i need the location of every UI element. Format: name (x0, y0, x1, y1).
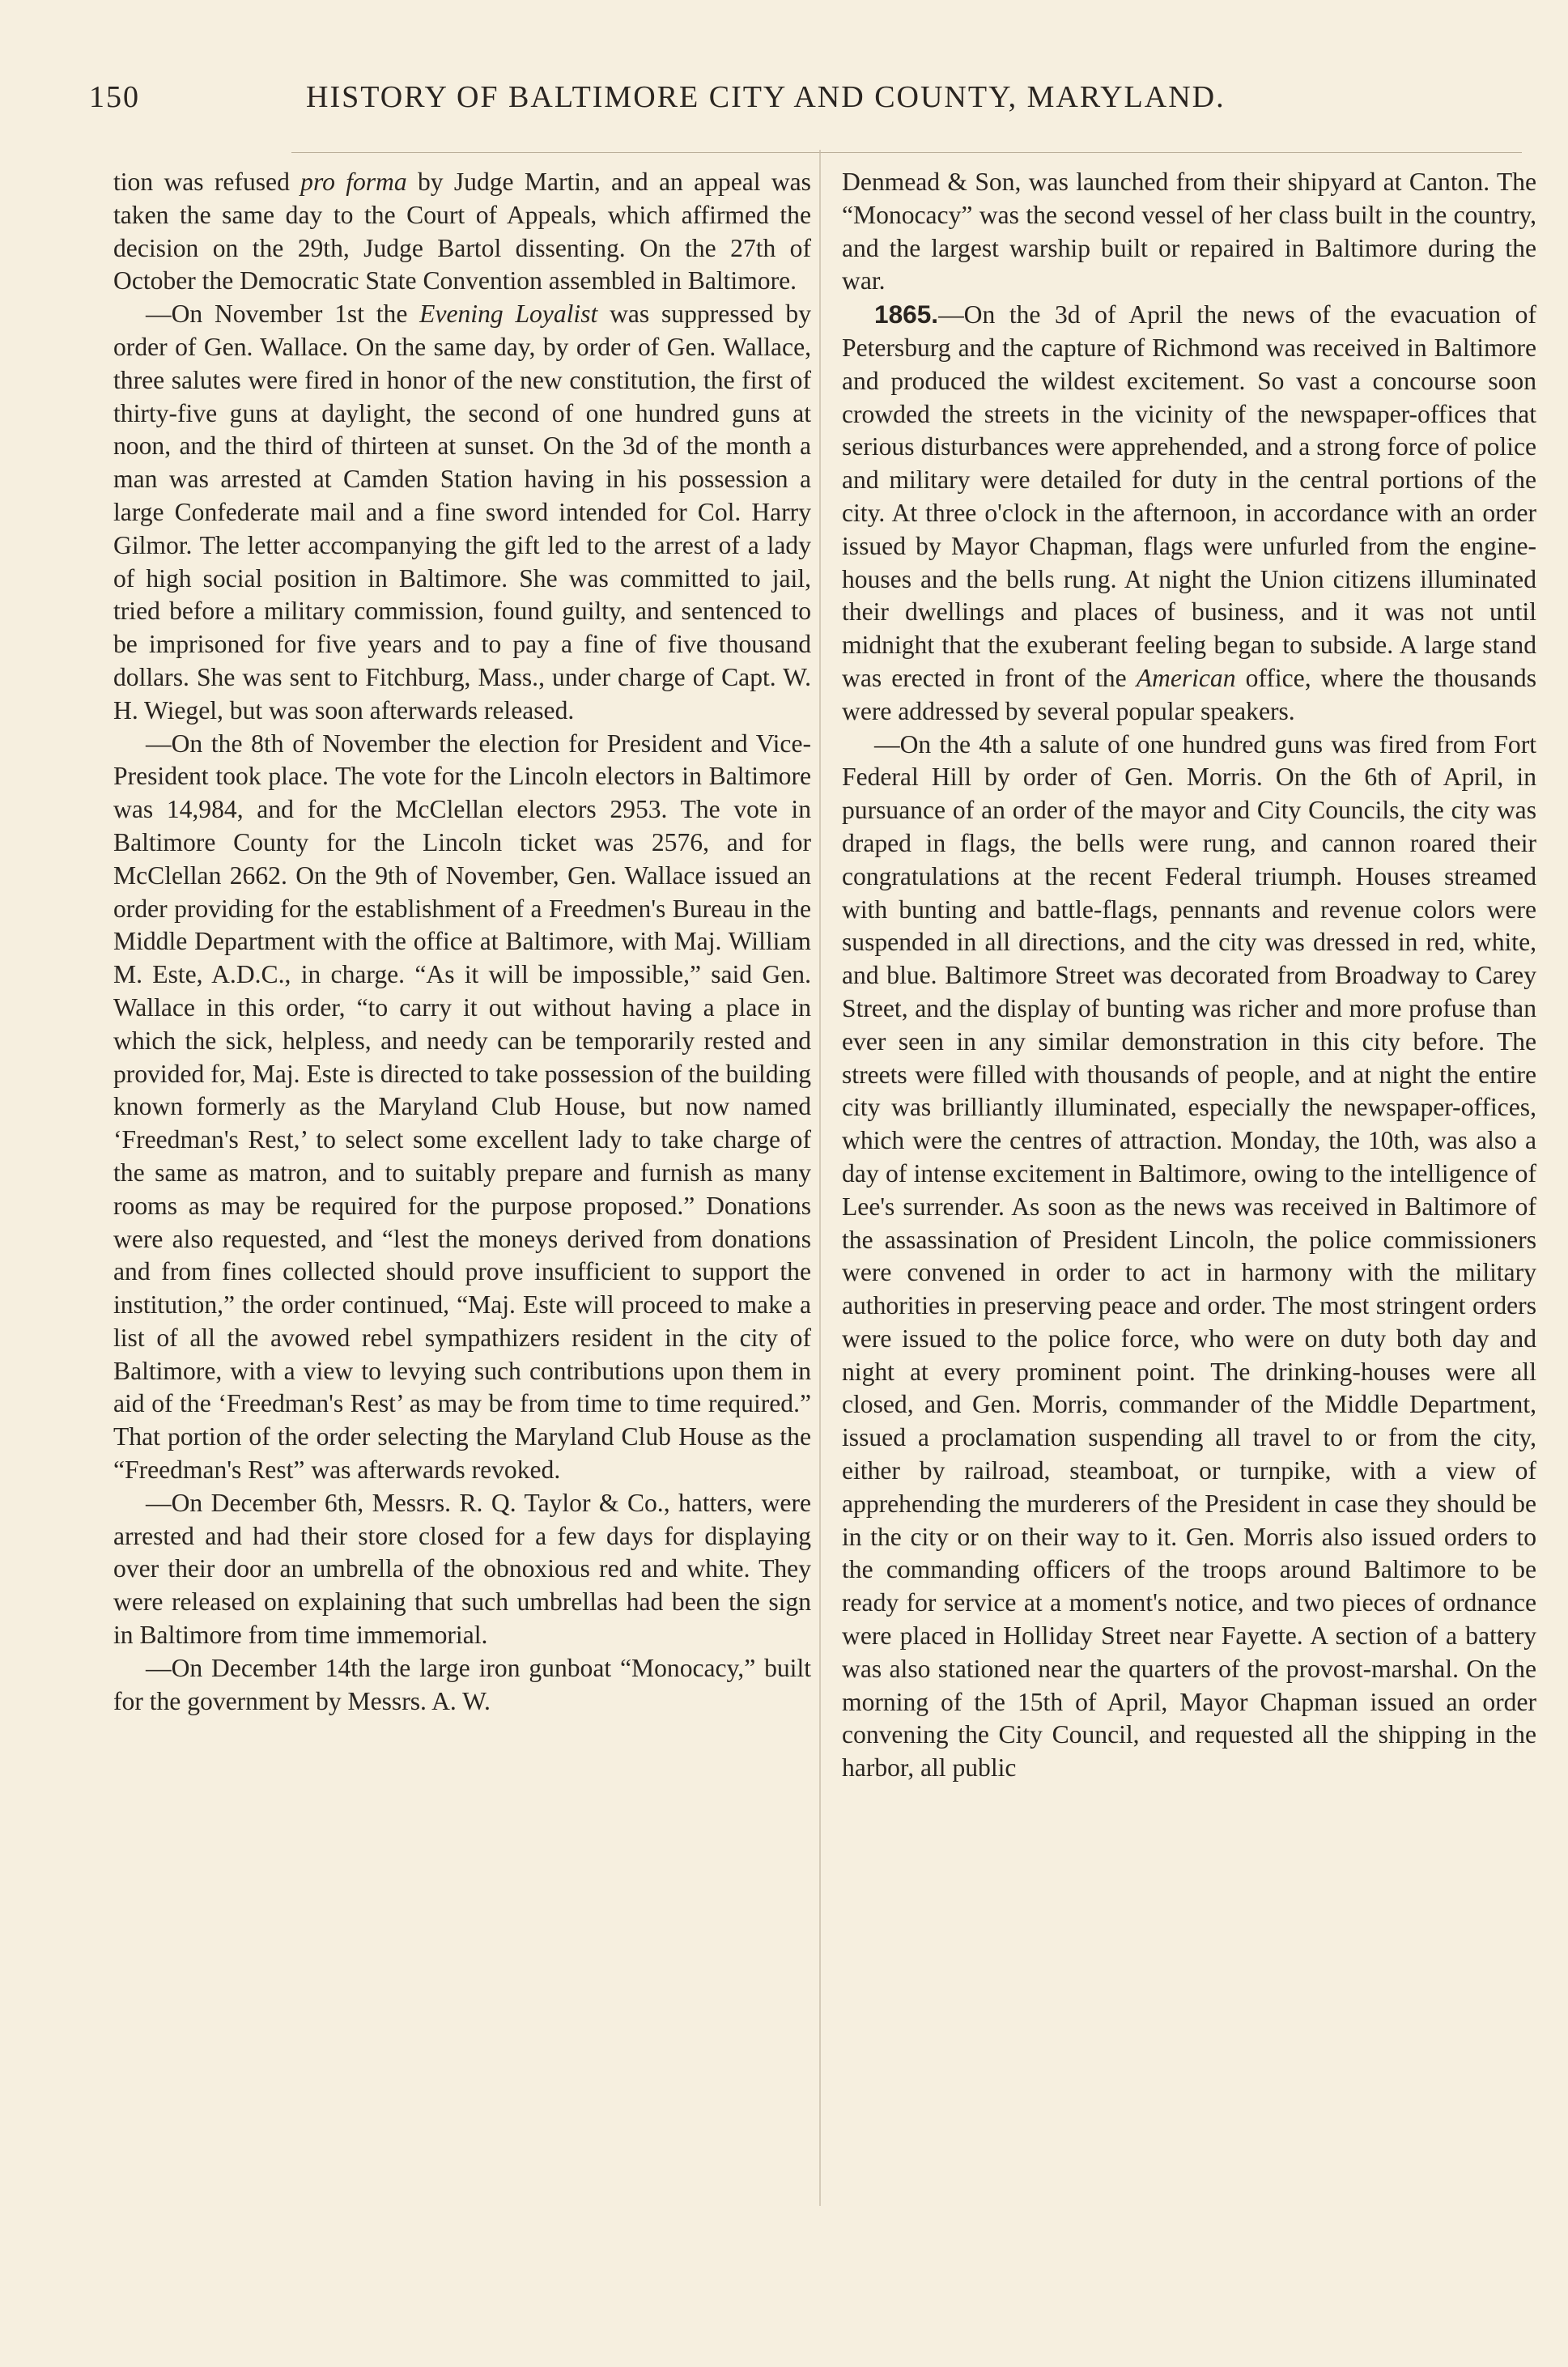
paragraph (113, 298, 811, 727)
left-column (113, 166, 811, 1718)
italic-phrase: pro forma (300, 168, 407, 196)
year-heading: 1865. (874, 300, 939, 329)
paragraph (113, 166, 811, 298)
paragraph (842, 298, 1536, 728)
paragraph: —On the 4th a salute of one hundred guns was fired from Fort Federal Hill by order of Gen. Morris. On the 6th of April, in pursuance of an order of the mayor and City Councils, the city was draped in flags, the bells were rung, and cannon roared their congratulations at the recent Federal triumph. Houses streamed with bunting and battle-flags, pennants and revenue colors were suspended in all directions, and the city was dressed in red, white, and blue. Baltimore Street was decorated from Broadway to Carey Street, and the display of bunting was richer and more profuse than ever seen in any similar demonstration in this city before. The streets were filled with thousands of people, and at night the entire city was brilliantly illuminated, especially the newspaper-offices, which were the centres of attraction. Monday, the 10th, was also a day of intense excitement in Baltimore, owing to the intelligence of Lee's surrender. As soon as the news was received in Baltimore of the assassination of President Lincoln, the police commissioners were convened in order to act in harmony with the military authorities in preserving peace and order. The most stringent orders were issued to the police force, who were on duty both day and night at every prominent point. The drinking-houses were all closed, and Gen. Morris, commander of the Middle Department, issued a proclamation suspending all travel to or from the city, either by railroad, steamboat, or turnpike, with a view of apprehending the murderers of the President in case they should be in the city or on their way to it. Gen. Morris also issued orders to the commanding officers of the troops around Baltimore to be ready for service at a moment's notice, and two pieces of ordnance were placed in Holliday Street near Fayette. A section of a battery was also stationed near the quarters of the provost-marshal. On the morning of the 15th of April, Mayor Chapman issued an order convening the City Council, and requested all the shipping in the harbor, all public (842, 729, 1536, 1783)
text-run: —On November 1st the (146, 300, 420, 329)
header-rule (291, 152, 1522, 153)
text-run: —On the 3d of April the news of the evacuation of Petersburg and the capture of Richmond was received in Baltimore and produced the wildest excitement. So vast a concourse soon crowded the streets in the vicinity of the newspaper-offices that serious disturbances were apprehended, and a strong force of police and military were detailed for duty in the central portions of the city. At three o'clock in the afternoon, in accordance with an order issued by Mayor Chapman, flags were unfurled from the engine-houses and the bells rung. At night the Union citizens illuminated their dwellings and places of business, and it was not until midnight that the exuberant feeling began to subside. A large stand was erected in front of the (842, 300, 1536, 692)
column-divider (819, 150, 821, 2206)
page-header (89, 79, 1352, 128)
text-run: by Judge Martin, and an appeal was taken the same day to the Court of Appeals, which affirmed the decision on the 29th, Judge Bartol dissenting. On the 27th of October the Democratic State Convention assembled in Baltimore. (113, 168, 811, 295)
text-run: tion was refused (113, 168, 301, 196)
running-head: HISTORY OF BALTIMORE CITY AND COUNTY, MARYLAND. (306, 80, 1226, 114)
text-run: office, where the thousands were addressed by several popular speakers. (842, 663, 1536, 725)
newspaper-title: American (1136, 663, 1236, 692)
text-run: was suppressed by order of Gen. Wallace. On the same day, by order of Gen. Wallace, three salutes were fired in honor of the new constitution, the first of thirty-five guns at daylight, the second of one hundred guns at noon, and the third of thirteen at sunset. On the 3d of the month a man was arrested at Camden Station having in his possession a large Confederate mail and a fine sword intended for Col. Harry Gilmor. The letter accompanying the gift led to the arrest of a lady of high social position in Baltimore. She was committed to jail, tried before a military commission, found guilty, and sentenced to be imprisoned for five years and to pay a fine of five thousand dollars. She was sent to Fitchburg, Mass., under charge of Capt. W. H. Wiegel, but was soon afterwards released. (113, 300, 811, 725)
paragraph: Denmead & Son, was launched from their shipyard at Canton. The “Monocacy” was the second vessel of her class built in the country, and the largest warship built or repaired in Baltimore during the war. (842, 168, 1536, 295)
paragraph: —On the 8th of November the election for President and Vice-President took place. The vote for the Lincoln electors in Baltimore was 14,984, and for the McClellan electors 2953. The vote in Baltimore County for the Lincoln ticket was 2576, and for McClellan 2662. On the 9th of November, Gen. Wallace issued an order providing for the establishment of a Freedmen's Bureau in the Middle Department with the office at Baltimore, with Maj. William M. Este, A.D.C., in charge. “As it will be impossible,” said Gen. Wallace in this order, “to carry it out without having a place in which the sick, helpless, and needy can be temporarily rested and provided for, Maj. Este is directed to take possession of the building known formerly as the Maryland Club House, but now named ‘Freedman's Rest,’ to select some excellent lady to take charge of the same as matron, and to suitably prepare and furnish as many rooms as may be required for the purpose proposed.” Donations were also requested, and “lest the moneys derived from donations and from fines collected should prove insufficient to support the institution,” the order continued, “Maj. Este will proceed to make a list of all the avowed rebel sympathizers resident in the city of Baltimore, with a view to levying such contributions upon them in aid of the ‘Freedman's Rest’ as may be from time to time required.” That portion of the order selecting the Maryland Club House as the “Freedman's Rest” was afterwards revoked. (113, 729, 811, 1485)
newspaper-title: Evening Loyalist (419, 300, 598, 329)
right-column (842, 166, 1536, 1785)
paragraph: —On December 14th the large iron gunboat “Monocacy,” built for the government by Messrs. A. W. (113, 1653, 811, 1715)
paragraph: —On December 6th, Messrs. R. Q. Taylor & Co., hatters, were arrested and had their store closed for a few days for displaying over their door an umbrella of the obnoxious red and white. They were released on explaining that such umbrellas had been the sign in Baltimore from time immemorial. (113, 1488, 811, 1650)
page-number: 150 (89, 80, 140, 114)
